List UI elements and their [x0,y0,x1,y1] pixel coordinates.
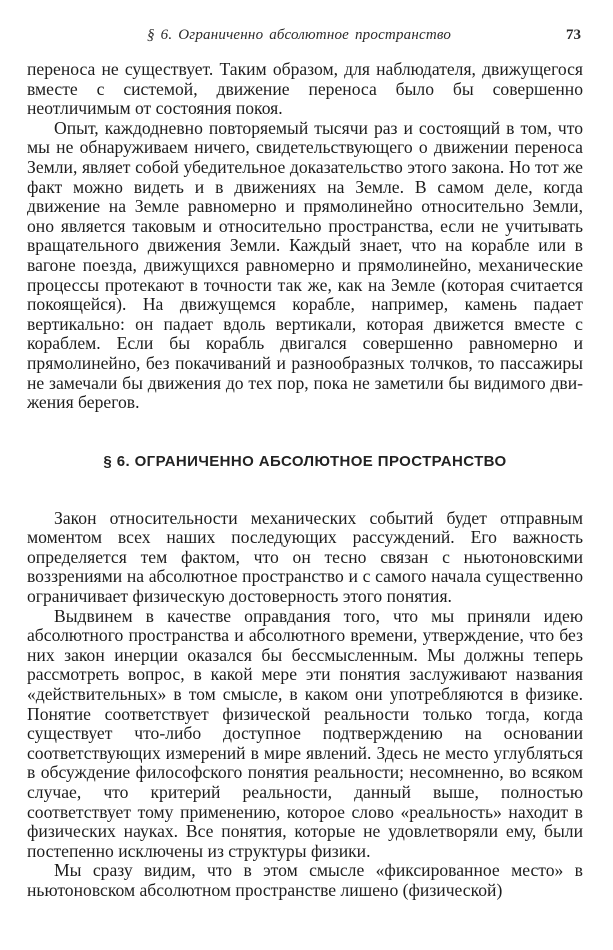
page-number: 73 [566,27,581,43]
paragraph: Опыт, каждодневно повторяемый тысячи раз и состоящий в том, что мы не обнаруживаем ничего, свидетельствующего о движении переноса Земли, являет собой убедительное доказательство этого закона. Но тот же факт можно видеть и в движениях на Земле. В самом деле, когда движение на Земле равномерно и прямолинейно относительно Земли, оно является таковым и относительно пространства, если не учитывать вращательного движения Земли. Каждый знает, что на корабле или в вагоне поезда, движущихся равномерно и прямолинейно, механические процессы протекают в точности так же, как на Земле (которая считается покоящейся). На движущемся корабле, например, камень падает вертикально: он падает вдоль вертикали, которая движется вместе с кораблем. Если бы корабль двигался совершенно равномерно и прямолинейно, без покачиваний и разнообразных толчков, то пассажиры не замечали бы движения до тех пор, пока не заметили бы видимого движения берегов. [27,117,583,413]
section-heading: § 6. ОГРАНИЧЕННО АБСОЛЮТНОЕ ПРОСТРАНСТВО [103,452,507,470]
paragraph: Мы сразу видим, что в этом смысле «фиксированное место» в ньютоновском абсолютном пространстве лишено (физической) [27,860,583,900]
paragraph-continued: переноса не существует. Таким образом, для наблюдателя, движущегося вместе с системой, движение переноса было бы совершенно неотличимым от состояния покоя. [27,59,583,119]
running-title: § 6. Ограниченно абсолютное пространство [147,27,452,43]
paragraph: Выдвинем в качестве оправдания того, что мы приняли идею абсолютного пространства и абсолютного времени, утверждение, что без них закон инерции оказался бы бессмысленным. Мы должны теперь рассмотреть вопрос, в какой мере эти понятия заслуживают названия «действительных» в том смысле, в каком они употребляются в физике. Понятие соответствует физической реальности только тогда, когда существует что-либо доступное подтверждению на основании соответствующих измерений в мире явлений. Здесь не место углубляться в обсуждение философского понятия реальности; несомненно, во всяком случае, что критерий реальности, данный выше, полностью соответствует тому применению, которое слово «реальность» находит в физических науках. Все понятия, которые не удовлетворяли ему, были постепенно исключены из структуры физики. [27,605,583,861]
running-header [27,22,583,46]
text-block-after-heading [27,509,583,901]
text-block-before-heading [27,60,583,413]
paragraph: Закон относительности механических событий будет отправным моментом всех наших последующих рассуждений. Его важность определяется тем фактом, что он тесно связан с ньютоновскими воззрениями на абсолютное пространство и с самого начала существенно ограничивает физическую достоверность этого понятия. [27,507,583,607]
book-page [27,22,583,901]
